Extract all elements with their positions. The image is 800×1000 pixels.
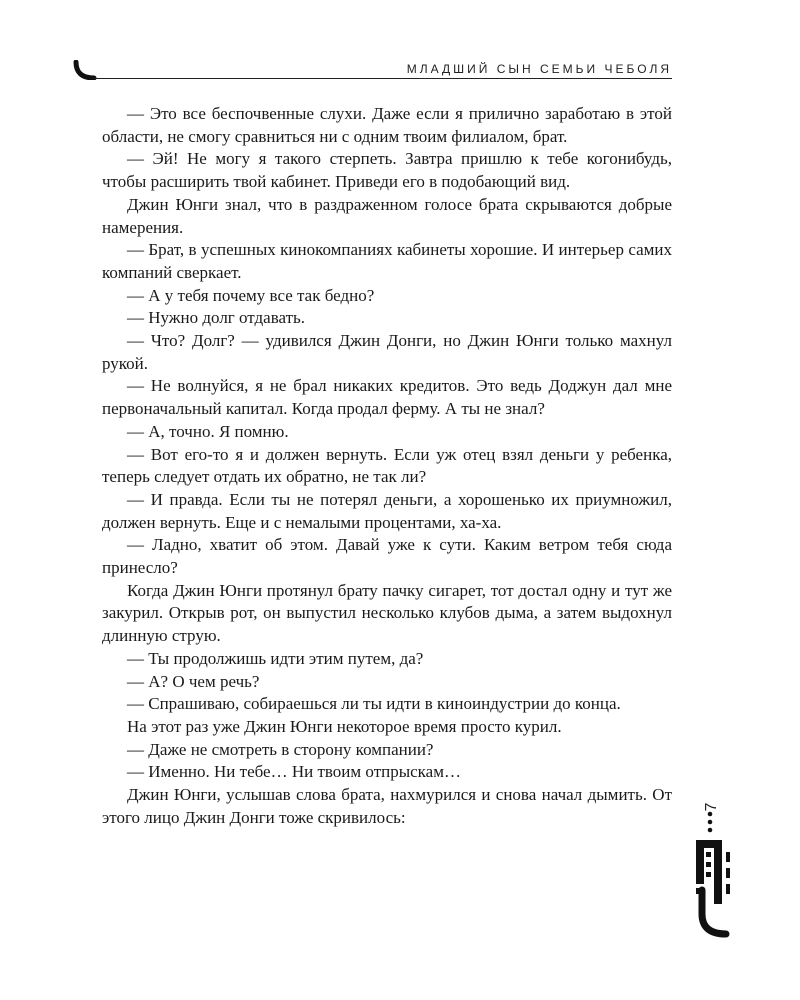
header-corner-icon (72, 60, 98, 80)
paragraph: — Брат, в успешных кинокомпаниях кабинеты хорошие. И интерьер самих компаний сверкает. (102, 240, 672, 282)
paragraph: — Эй! Не могу я такого стерпеть. Завтра пришлю к тебе когонибудь, чтобы расширить твой кабинет. Приведи его в подобающий вид. (102, 149, 672, 192)
paragraph: — Что? Долг? — удивился Джин Донги, но Джин Юнги только махнул рукой. (102, 331, 672, 373)
header-rule (94, 78, 672, 79)
paragraph: Джин Юнги, услышав слова брата, нахмурился и снова начал дымить. От этого лицо Джин Донги тоже скривилось: (102, 785, 672, 827)
page-number: 7 (703, 802, 720, 812)
paragraph: — Нужно долг отдавать. (127, 308, 306, 328)
paragraph: Когда Джин Юнги протянул брату пачку сигарет, тот достал одну и тут же закурил. Открыв рот, он выпустил несколько клубов дыма, а затем выдохнул длинную струю. (102, 580, 672, 646)
paragraph: На этот раз уже Джин Юнги некоторое время просто курил. (127, 716, 562, 736)
paragraph: — А, точно. Я помню. (127, 421, 289, 441)
paragraph: — Не волнуйся, я не брал никаких кредитов. Это ведь Доджун дал мне первоначальный капитал. Когда продал ферму. А ты не знал? (102, 376, 672, 419)
paragraph: — И правда. Если ты не потерял деньги, а хорошенько их приумножил, должен вернуть. Еще и с немалыми процентами, ха-ха. (102, 489, 672, 532)
running-header (72, 60, 672, 84)
paragraph: — Ты продолжишь идти этим путем, да? (127, 648, 424, 668)
paragraph: — Вот его-то я и должен вернуть. Если уж отец взял деньги у ребенка, теперь следует отдать их обратно, не так ли? (102, 444, 672, 487)
page-text (102, 103, 672, 830)
paragraph: — Это все беспочвенные слухи. Даже если я прилично заработаю в этой области, не смогу сравниться ни с одним твоим филиалом, брат. (102, 104, 672, 146)
paragraph: — Даже не смотреть в сторону компании? (127, 739, 434, 759)
paragraph: — Ладно, хватит об этом. Давай уже к сути. Каким ветром тебя сюда принесло? (102, 535, 672, 578)
paragraph: — Именно. Ни тебе… Ни твоим отпрыскам… (127, 762, 461, 782)
paragraph: — А у тебя почему все так бедно? (127, 285, 375, 305)
paragraph: — Спрашиваю, собираешься ли ты идти в киноиндустрии до конца. (127, 694, 621, 714)
paragraph: — А? О чем речь? (127, 671, 260, 691)
running-header-title: МЛАДШИЙ СЫН СЕМЬИ ЧЕБОЛЯ (406, 62, 672, 76)
paragraph: Джин Юнги знал, что в раздраженном голосе брата скрываются добрые намерения. (102, 194, 672, 237)
